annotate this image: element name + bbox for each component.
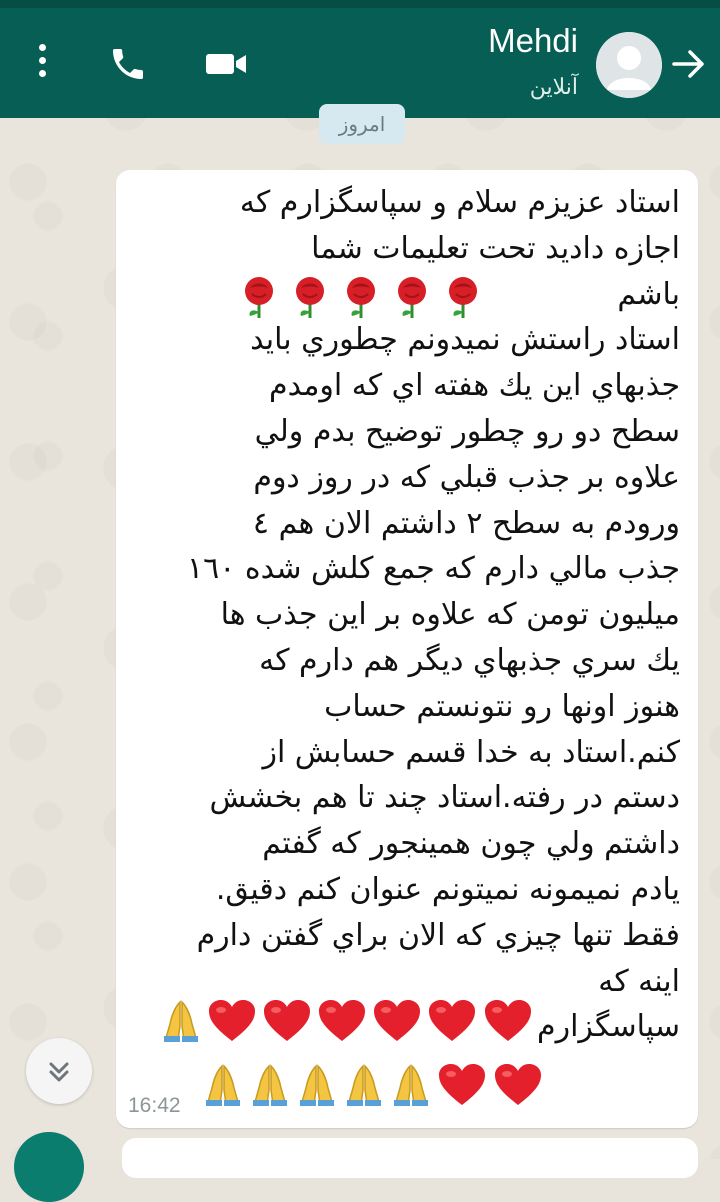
rose-icon bbox=[389, 274, 435, 320]
praying-hands-icon bbox=[160, 998, 202, 1044]
praying-hands-icon bbox=[390, 1062, 432, 1108]
double-chevron-down-icon bbox=[26, 1038, 92, 1104]
praying-hands-icon bbox=[249, 1062, 291, 1108]
rose-icon bbox=[287, 274, 333, 320]
default-avatar-icon bbox=[596, 32, 662, 98]
hearts-emoji-row-1 bbox=[160, 998, 533, 1046]
heart-icon bbox=[427, 998, 477, 1044]
heart-icon bbox=[262, 998, 312, 1044]
hearts-emoji-row-2 bbox=[202, 1062, 543, 1110]
date-chip: امروز bbox=[319, 104, 405, 144]
phone-icon[interactable] bbox=[108, 44, 148, 84]
contact-name[interactable]: Mehdi bbox=[488, 22, 578, 59]
heart-icon bbox=[207, 998, 257, 1044]
avatar[interactable] bbox=[596, 32, 662, 98]
heart-icon bbox=[372, 998, 422, 1044]
chat-header bbox=[0, 0, 720, 118]
rose-icon bbox=[440, 274, 486, 320]
more-vertical-icon[interactable] bbox=[34, 44, 50, 84]
praying-hands-icon bbox=[202, 1062, 244, 1108]
rose-icon bbox=[338, 274, 384, 320]
next-message-bubble[interactable] bbox=[122, 1138, 698, 1178]
message-text: استاد عزیزم سلام و سپاسگزارم که اجازه دادید تحت تعلیمات شما باشم استاد راستش نمیدونم چطوري بايد جذبهاي اين يك هفته اي كه اومدم سطح دو رو چطور توضيح بدم ولي علاوه بر جذب قبلي كه در روز دوم ورودم به سطح ٢ داشتم الان هم ٤ جذب مالي دارم كه جمع كلش شده ١٦٠ ميليون تومن كه علاوه بر اين جذب ها يك سري جذبهاي ديگر هم دارم كه هنوز اونها رو نتونستم حساب كنم.استاد به خدا قسم حسابش از دستم در رفته.استاد چند تا هم بخشش داشتم ولي چون همينجور كه گفتم يادم نميمونه نميتونم عنوان كنم دقيق. فقط تنها چيزي كه الان براي گفتن دارم اينه كه سپاسگزارم bbox=[186, 185, 680, 1045]
rose-icon bbox=[236, 274, 282, 320]
back-arrow-icon[interactable] bbox=[668, 44, 710, 84]
heart-icon bbox=[317, 998, 367, 1044]
compose-fab[interactable] bbox=[14, 1132, 84, 1202]
praying-hands-icon bbox=[343, 1062, 385, 1108]
message-timestamp: 16:42 bbox=[128, 1094, 181, 1117]
heart-icon bbox=[483, 998, 533, 1044]
status-bar bbox=[0, 0, 720, 8]
praying-hands-icon bbox=[296, 1062, 338, 1108]
rose-emoji-row bbox=[236, 274, 486, 322]
heart-icon bbox=[493, 1062, 543, 1108]
video-camera-icon[interactable] bbox=[202, 48, 250, 80]
heart-icon bbox=[437, 1062, 487, 1108]
contact-status: آنلاین bbox=[529, 74, 578, 99]
scroll-to-bottom-button[interactable] bbox=[26, 1038, 92, 1104]
